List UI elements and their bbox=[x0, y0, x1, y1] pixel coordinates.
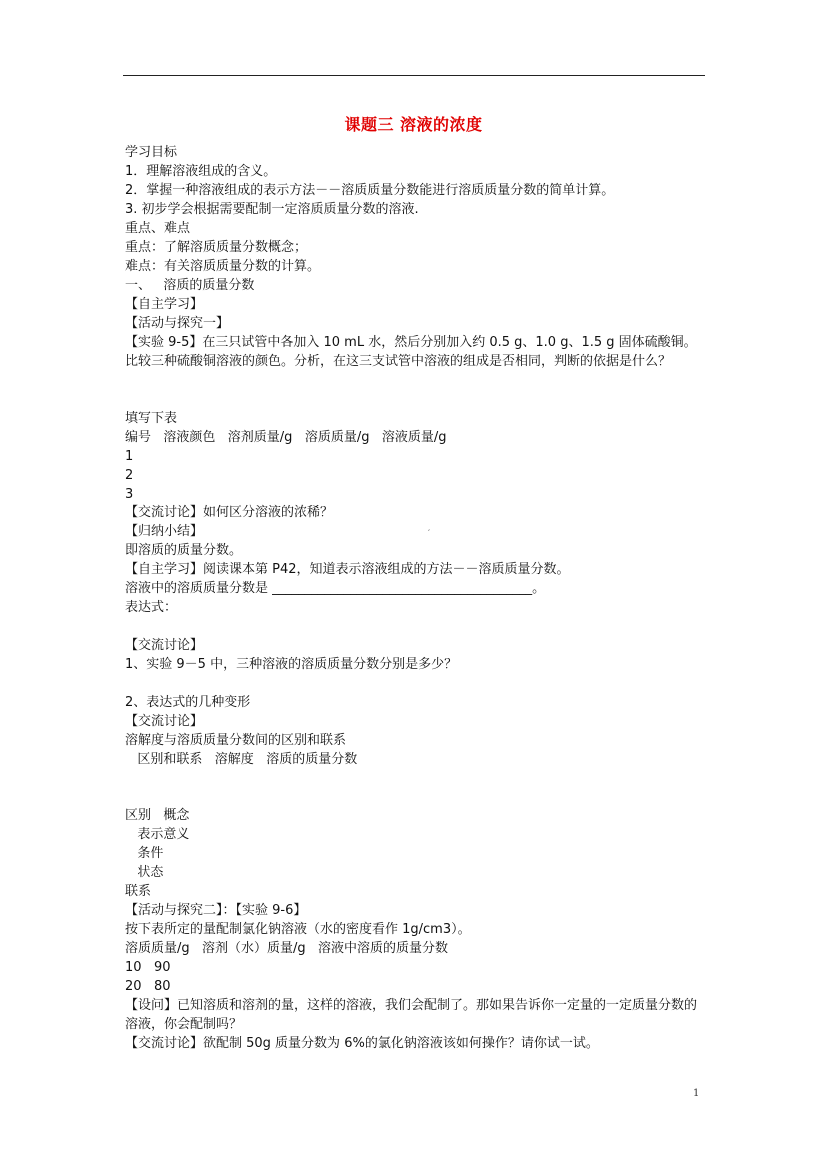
self-study-label: 【自主学习】 bbox=[125, 297, 204, 312]
definition-blank: 溶液中的溶质质量分数是 ________________________________________。 bbox=[125, 581, 546, 596]
difficult-point: 难点：有关溶质质量分数的计算。 bbox=[125, 259, 321, 274]
comparison-row: 条件 bbox=[125, 846, 164, 861]
key-point: 重点：了解溶质质量分数概念； bbox=[125, 240, 308, 255]
activity-2-label: 【活动与探究二】：【实验 9-6】 bbox=[125, 903, 307, 918]
expression-label: 表达式： bbox=[125, 600, 178, 615]
section-heading-1: 一、 溶质的质量分数 bbox=[125, 278, 255, 293]
comparison-row: 区别 概念 bbox=[125, 808, 190, 823]
table2-row: 20 80 bbox=[125, 979, 171, 994]
question-2: 2、表达式的几种变形 bbox=[125, 695, 251, 710]
comparison-row: 表示意义 bbox=[125, 827, 190, 842]
discussion-label: 【交流讨论】 bbox=[125, 638, 204, 653]
experiment-9-5-text: 【实验 9-5】在三只试管中各加入 10 mL 水，然后分别加入约 0.5 g、1.0 g、1.5 g 固体硫酸铜。比较三种硫酸铜溶液的颜色。分析，在这三支试管中溶液的组成是否相同，判断的依据是什么？ bbox=[125, 335, 697, 369]
summary-text: 即溶质的质量分数。 bbox=[125, 543, 243, 558]
summary-label: 【归纳小结】 bbox=[125, 524, 204, 539]
discussion-label-2: 【交流讨论】 bbox=[125, 714, 204, 729]
self-study-2: 【自主学习】阅读课本第 P42，知道表示溶液组成的方法－－溶质质量分数。 bbox=[125, 562, 570, 577]
header-rule bbox=[123, 75, 705, 76]
table1-row: 3 bbox=[125, 487, 134, 502]
table1-row: 1 bbox=[125, 449, 134, 464]
goal-3: 3. 初步学会根据需要配制一定溶质质量分数的溶液. bbox=[125, 202, 419, 217]
activity-1-label: 【活动与探究一】 bbox=[125, 316, 230, 331]
goal-2: 2．掌握一种溶液组成的表示方法－－溶质质量分数能进行溶质质量分数的简单计算。 bbox=[125, 183, 615, 198]
comparison-row-relation: 联系 bbox=[125, 884, 152, 899]
goal-1: 1．理解溶液组成的含义。 bbox=[125, 164, 277, 179]
comparison-row: 状态 bbox=[125, 865, 164, 880]
table1-header: 编号 溶液颜色 溶剂质量/g 溶质质量/g 溶液质量/g bbox=[125, 430, 447, 445]
table2-header: 溶质质量/g 溶剂（水）质量/g 溶液中溶质的质量分数 bbox=[125, 941, 449, 956]
comparison-table-header: 区别和联系 溶解度 溶质的质量分数 bbox=[125, 752, 358, 767]
table2-row: 10 90 bbox=[125, 960, 171, 975]
section-heading-key-points: 重点、难点 bbox=[125, 221, 191, 236]
question-1: 1、实验 9－5 中，三种溶液的溶质质量分数分别是多少？ bbox=[125, 657, 458, 672]
page-number: 1 bbox=[693, 1088, 700, 1099]
page-title: 课题三 溶液的浓度 bbox=[344, 115, 483, 134]
comparison-heading: 溶解度与溶质质量分数间的区别和联系 bbox=[125, 733, 347, 748]
table1-caption: 填写下表 bbox=[125, 411, 178, 426]
activity-2-instruction: 按下表所定的量配制氯化钠溶液（水的密度看作 1g/cm3）。 bbox=[125, 922, 471, 937]
final-discussion: 【交流讨论】欲配制 50g 质量分数为 6%的氯化钠溶液该如何操作？请你试一试。 bbox=[125, 1036, 599, 1051]
section-heading-goals: 学习目标 bbox=[125, 145, 178, 160]
table1-row: 2 bbox=[125, 468, 134, 483]
design-question: 【设问】已知溶质和溶剂的量，这样的溶液，我们会配制了。那如果告诉你一定量的一定质量分数的溶液，你会配制吗？ bbox=[125, 998, 698, 1032]
discussion-dilute: 【交流讨论】如何区分溶液的浓稀？ bbox=[125, 505, 334, 520]
stray-mark: ′ bbox=[428, 529, 431, 539]
